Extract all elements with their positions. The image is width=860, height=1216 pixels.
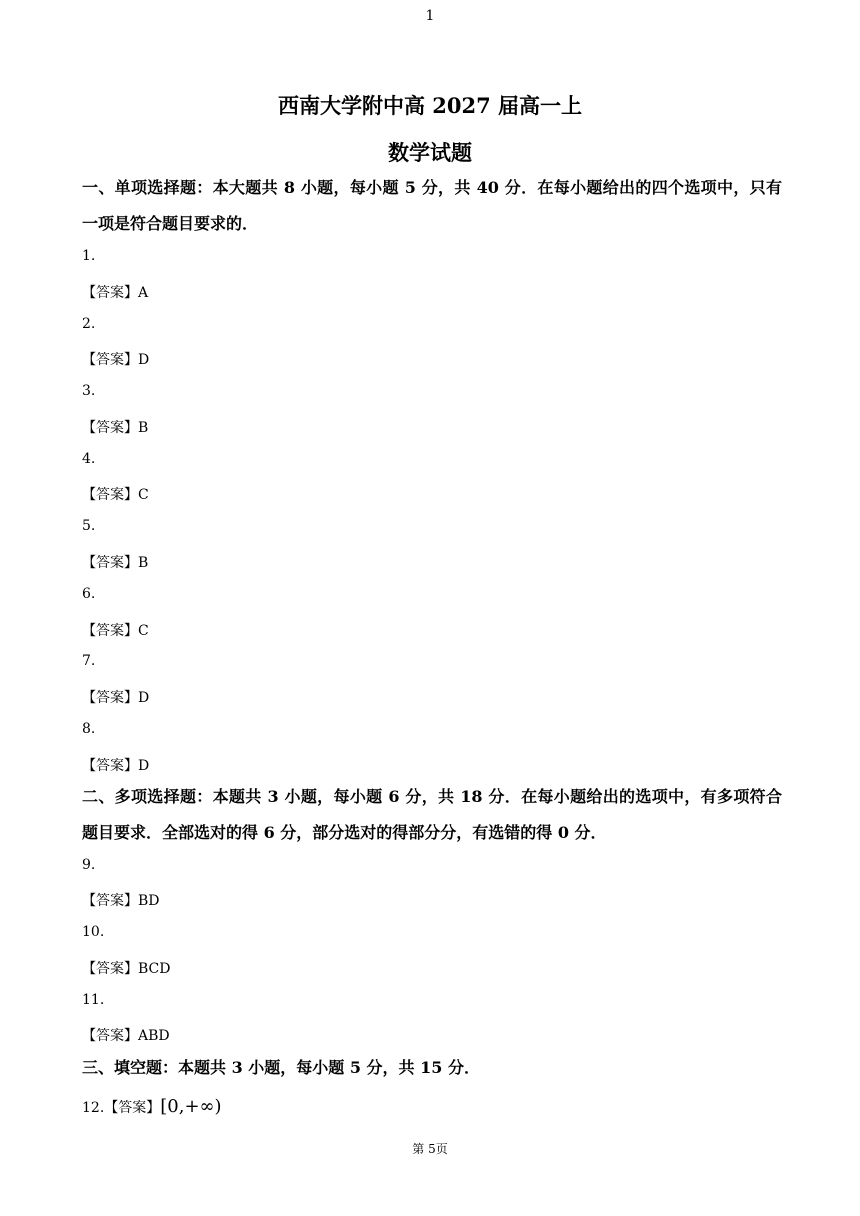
answer-label: 【答案】 <box>82 420 138 436</box>
answer-value-math: [0,+∞) <box>160 1096 222 1117</box>
question-number: 4. <box>82 451 96 467</box>
question-number: 5. <box>82 518 96 534</box>
answer-value: C <box>138 487 149 503</box>
question-number: 7. <box>82 653 96 669</box>
question-number: 9. <box>82 857 96 873</box>
answer-line <box>82 755 149 775</box>
answer-line <box>82 1025 170 1045</box>
answer-value: D <box>138 758 150 774</box>
document-title: 西南大学附中高 2027 届高一上 <box>277 93 583 118</box>
answer-label: 【答案】 <box>82 690 138 706</box>
answer-value: ABD <box>138 1028 170 1044</box>
answer-label: 【答案】 <box>82 758 138 774</box>
question-number: 10. <box>82 924 105 940</box>
question-number: 6. <box>82 586 96 602</box>
question-number: 3. <box>82 383 96 399</box>
question-number: 12. <box>82 1100 105 1116</box>
answer-value: BCD <box>138 961 171 977</box>
answer-value: C <box>138 623 149 639</box>
answer-value: BD <box>138 893 160 909</box>
answer-value: B <box>138 420 149 436</box>
answer-label: 【答案】 <box>104 1100 161 1116</box>
answer-value: D <box>138 690 150 706</box>
question-number: 8. <box>82 721 96 737</box>
answer-label: 【答案】 <box>82 487 138 503</box>
answer-label: 【答案】 <box>82 961 138 977</box>
page-footer: 第 5页 <box>412 1142 448 1156</box>
answer-line-q12 <box>82 1096 222 1117</box>
answer-line <box>82 282 148 302</box>
page-top-number: 1 <box>425 8 435 24</box>
section-heading-multiple-choice: 二、多项选择题：本题共 3 小题，每小题 6 分，共 18 分．在每小题给出的选项中，有多项符合题目要求．全部选对的得 6 分，部分选对的得部分分，有选错的得 0 分． <box>82 787 782 842</box>
section-heading-single-choice: 一、单项选择题：本大题共 8 小题，每小题 5 分，共 40 分．在每小题给出的四个选项中，只有一项是符合题目要求的． <box>82 178 782 233</box>
answer-line <box>82 687 149 707</box>
answer-line <box>82 620 149 640</box>
document-subtitle: 数学试题 <box>388 140 472 165</box>
answer-value: D <box>138 352 150 368</box>
question-number: 11. <box>82 992 105 1008</box>
answer-value: A <box>138 285 149 301</box>
question-number: 1. <box>82 248 96 264</box>
answer-label: 【答案】 <box>82 352 138 368</box>
answer-line <box>82 349 149 369</box>
answer-label: 【答案】 <box>82 555 138 571</box>
question-number: 2. <box>82 316 96 332</box>
answer-line <box>82 552 148 572</box>
answer-line <box>82 890 160 910</box>
answer-label: 【答案】 <box>82 1028 138 1044</box>
answer-line <box>82 484 149 504</box>
answer-line <box>82 417 148 437</box>
answer-label: 【答案】 <box>82 893 138 909</box>
answer-value: B <box>138 555 149 571</box>
answer-line <box>82 958 170 978</box>
answer-label: 【答案】 <box>82 623 138 639</box>
section-heading-fill-in: 三、填空题：本题共 3 小题，每小题 5 分，共 15 分． <box>82 1058 480 1077</box>
answer-label: 【答案】 <box>82 285 138 301</box>
